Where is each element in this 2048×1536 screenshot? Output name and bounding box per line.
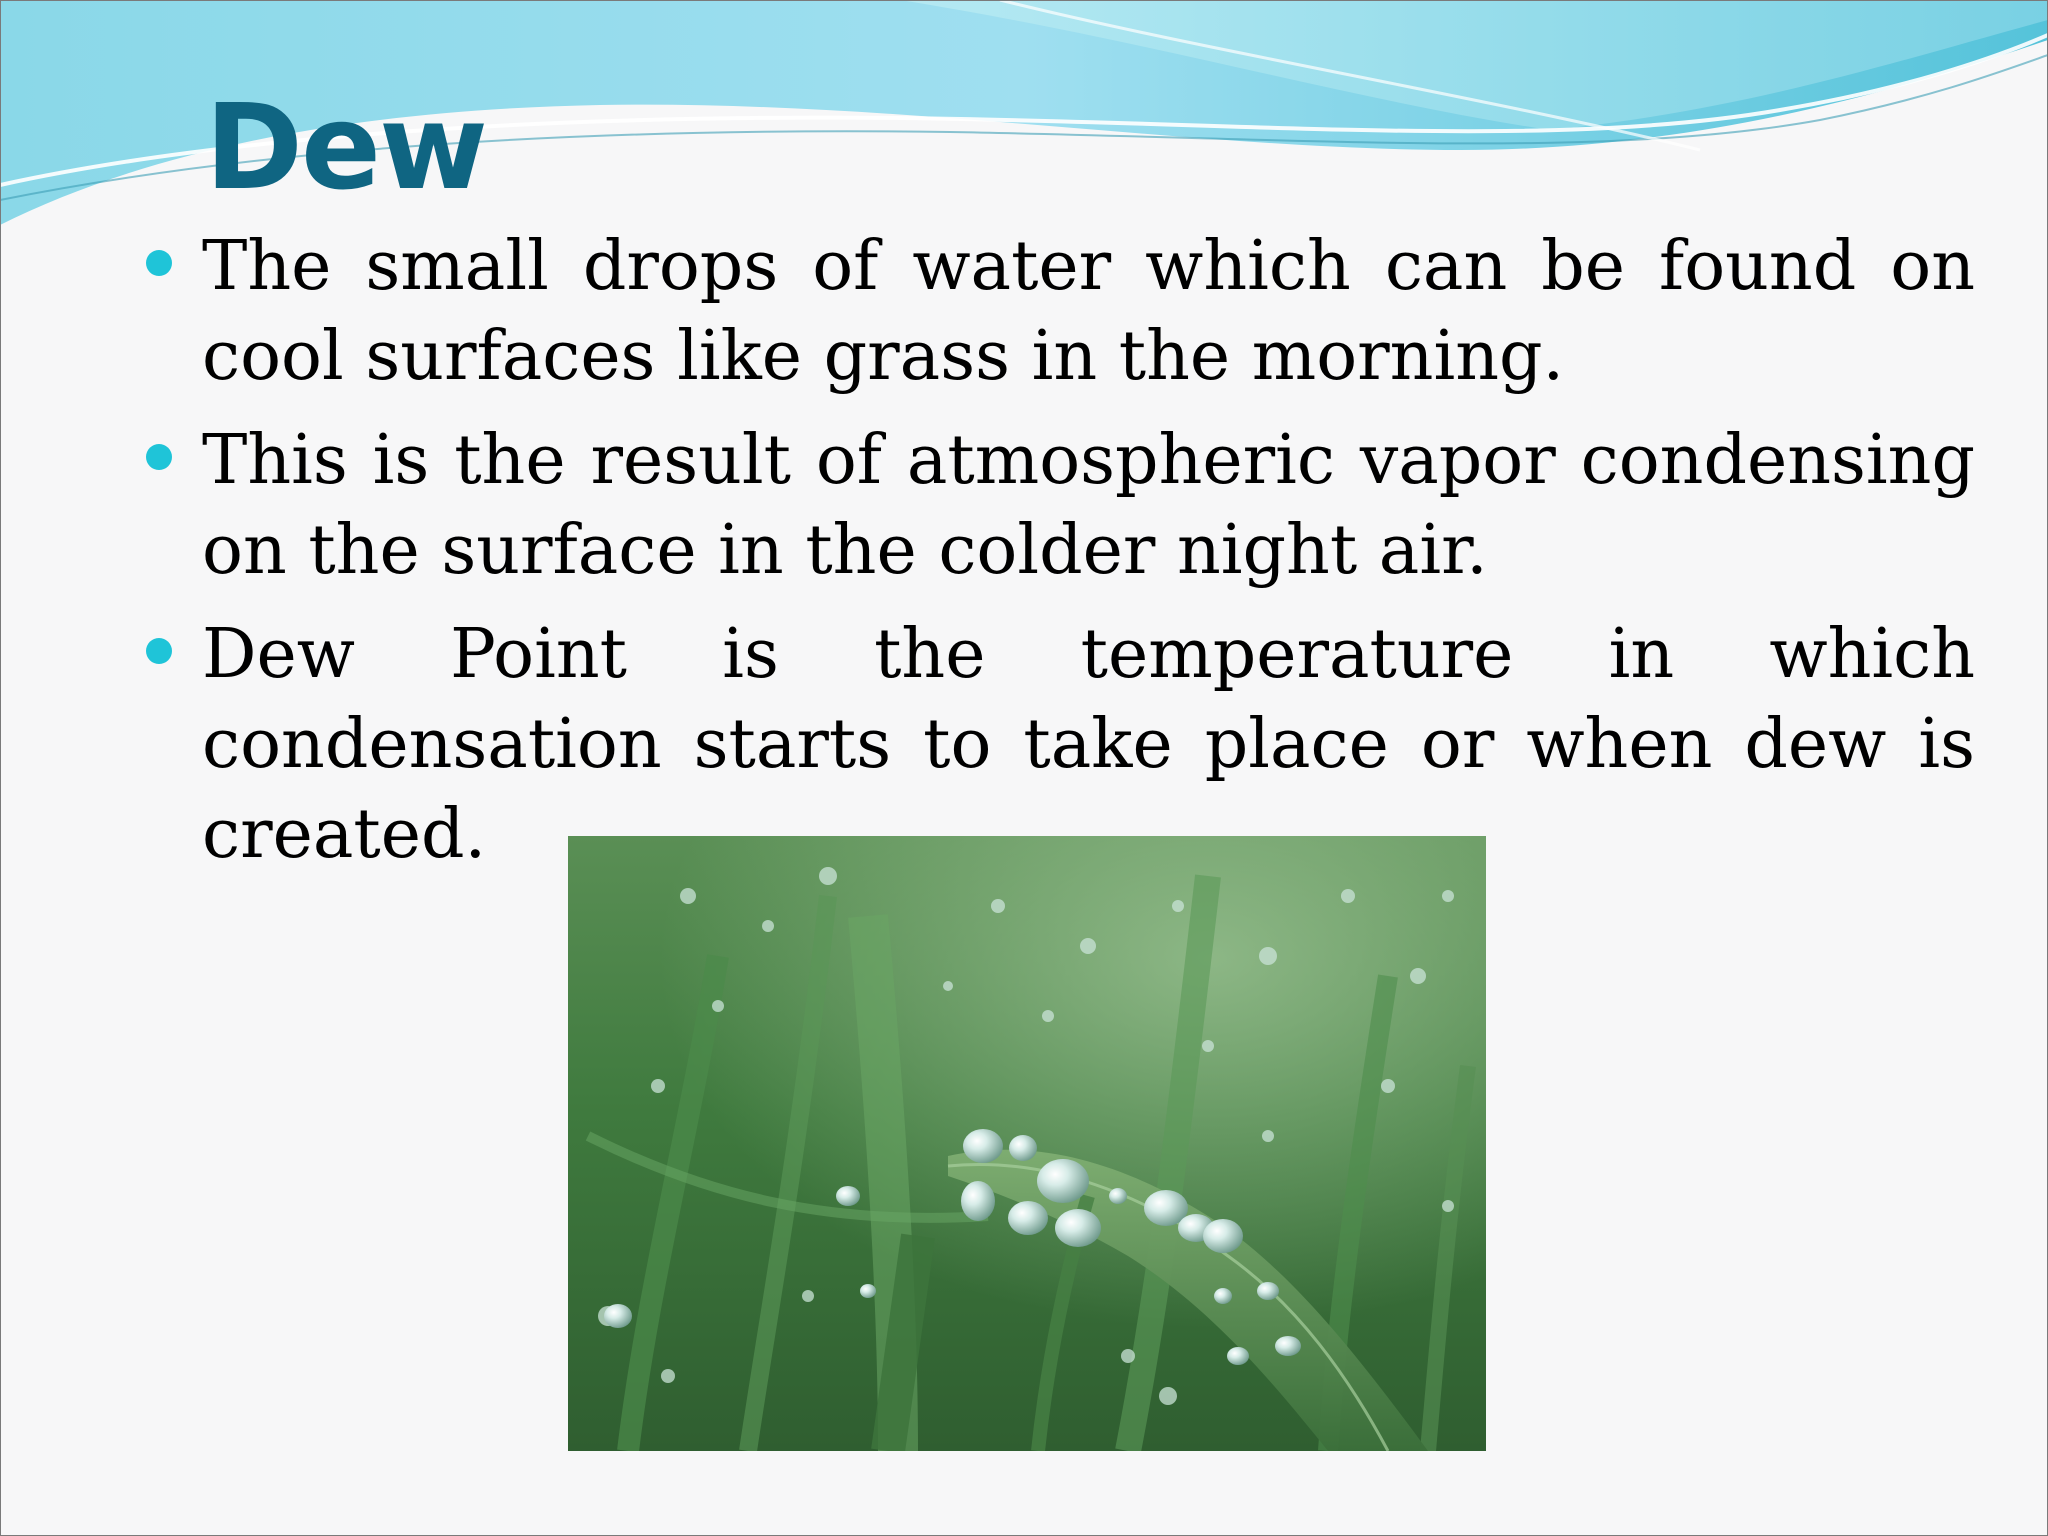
bullet-dot-icon [146, 444, 172, 470]
bullet-dot-icon [146, 250, 172, 276]
slide-title: Dew [205, 78, 486, 216]
bullet-list [140, 222, 1975, 894]
dew-grass-photo [568, 836, 1486, 1451]
bullet-dot-icon [146, 638, 172, 664]
bullet-text: This is the result of atmospheric vapor condensing on the surface in the colder night air. [202, 421, 1975, 590]
bullet-text: The small drops of water which can be found on cool surfaces like grass in the morning. [202, 227, 1975, 396]
bullet-text: Dew Point is the temperature in which condensation starts to take place or when dew is created. [202, 615, 1975, 874]
bullet-item [140, 416, 1975, 596]
bullet-item [140, 222, 1975, 402]
